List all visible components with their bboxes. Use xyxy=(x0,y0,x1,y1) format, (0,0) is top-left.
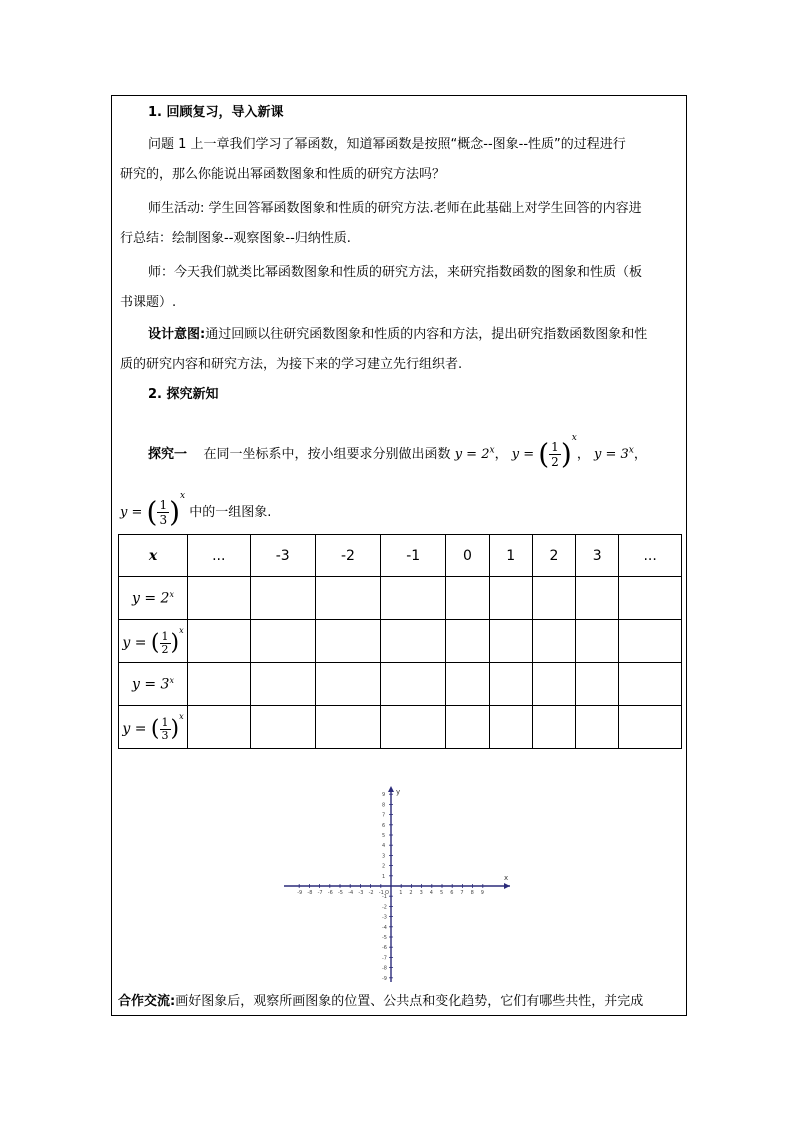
y-tick-label: 3 xyxy=(382,853,386,860)
y-tick-label: -4 xyxy=(382,924,387,931)
x-tick-label: 2 xyxy=(409,890,413,896)
y-axis-label: y xyxy=(396,788,401,796)
y-tick-label: -5 xyxy=(382,935,387,941)
explore-line1: 探究一 在同一坐标系中，按小组要求分别做出函数 $y = 2^x$， y = ( $\frac{1}{2}$ )$^x$， $y = 3^x$， xyxy=(148,433,647,471)
table-col: 0 xyxy=(446,535,489,577)
y-tick-label: -7 xyxy=(382,955,387,962)
table-header-x: x xyxy=(119,535,188,577)
x-arrow-icon xyxy=(504,883,510,889)
y-tick-label: -2 xyxy=(382,904,387,911)
y-tick-label: 4 xyxy=(382,843,386,850)
x-tick-label: 7 xyxy=(460,890,464,896)
y-tick-label: 6 xyxy=(382,822,386,829)
row-label-3x: $y = 3^x$ xyxy=(119,663,188,706)
activity-line2: 行总结：绘制图象--观察图象--归纳性质. xyxy=(120,231,351,246)
x-tick-label: 3 xyxy=(419,890,423,896)
function-third-pow-x: y = ( $\frac{1}{3}$ )$^x$ xyxy=(120,491,186,529)
table-row xyxy=(119,577,682,620)
x-tick-label: -4 xyxy=(348,890,354,896)
y-tick-label: 7 xyxy=(382,812,386,819)
x-tick-label: 4 xyxy=(429,890,433,896)
section2-heading: 2. 探究新知 xyxy=(148,387,219,402)
x-tick-label: -1 xyxy=(378,890,384,896)
x-tick-label: 6 xyxy=(450,890,454,896)
explore-text: 在同一坐标系中，按小组要求分别做出函数 xyxy=(203,447,451,462)
function-3-pow-x: $y = 3^x$ xyxy=(593,445,634,462)
explore-tail: 中的一组图象. xyxy=(189,505,272,520)
table-col: ... xyxy=(188,535,251,577)
y-tick-label: 9 xyxy=(382,792,386,799)
y-tick-label: -8 xyxy=(382,965,387,972)
cooperate-text: 画好图象后，观察所画图象的位置、公共点和变化趋势，它们有哪些共性，并完成 xyxy=(175,994,644,1009)
explore-label: 探究一 xyxy=(148,447,188,462)
y-tick-label: -9 xyxy=(382,975,387,982)
question1-line1: 问题 1 上一章我们学习了幂函数，知道幂函数是按照“概念--图象--性质”的过程进行 xyxy=(148,137,626,152)
y-tick-label: 8 xyxy=(382,802,386,809)
table-col: -2 xyxy=(315,535,380,577)
table-row xyxy=(119,620,682,663)
table-row xyxy=(119,706,682,749)
cooperate-line xyxy=(118,992,684,1012)
x-axis-label: x xyxy=(504,874,509,882)
x-tick-label: -7 xyxy=(317,890,323,896)
coordinate-axes xyxy=(284,784,516,984)
cooperate-label: 合作交流: xyxy=(118,994,176,1009)
row-label-half-x: y = ( $\frac{1}{2}$ )$^x$ xyxy=(119,620,188,663)
origin-label: O xyxy=(385,890,389,896)
x-tick-label: -3 xyxy=(358,890,364,896)
explore-line2 xyxy=(120,476,680,533)
x-tick-label: -5 xyxy=(338,890,343,896)
function-half-pow-x: y = ( $\frac{1}{2}$ )$^x$ xyxy=(511,433,577,471)
activity-line1: 师生活动: 学生回答幂函数图象和性质的研究方法.老师在此基础上对学生回答的内容进 xyxy=(148,201,642,216)
y-tick-label: 2 xyxy=(382,863,386,870)
x-tick-label: 5 xyxy=(440,890,444,896)
row-label-third-x: y = ( $\frac{1}{3}$ )$^x$ xyxy=(119,706,188,749)
design-intent-line2: 质的研究内容和研究方法，为接下来的学习建立先行组织者. xyxy=(120,357,463,372)
table-col: -1 xyxy=(381,535,446,577)
table-col: -3 xyxy=(250,535,315,577)
lesson-content-box xyxy=(111,95,687,1016)
table-col: 2 xyxy=(532,535,575,577)
section1-heading: 1. 回顾复习，导入新课 xyxy=(148,105,284,120)
teacher-line1: 师：今天我们就类比幂函数图象和性质的研究方法，来研究指数函数的图象和性质（板 xyxy=(148,265,643,280)
y-arrow-icon xyxy=(388,786,394,792)
x-tick-label: 9 xyxy=(480,890,484,896)
y-tick-label: -6 xyxy=(382,945,387,952)
row-label-2x: $y = 2^x$ xyxy=(119,577,188,620)
value-table xyxy=(118,534,682,749)
x-tick-label: -9 xyxy=(297,890,303,896)
y-tick-label: -3 xyxy=(382,914,387,921)
y-tick-label: 5 xyxy=(382,833,386,839)
y-tick-label: -1 xyxy=(382,894,387,901)
table-row xyxy=(119,663,682,706)
y-tick-label: 1 xyxy=(382,873,386,880)
design-intent-label: 设计意图: xyxy=(148,327,206,342)
design-intent-line1 xyxy=(120,322,680,348)
table-col: 1 xyxy=(489,535,532,577)
table-header-row xyxy=(119,535,682,577)
table-col: 3 xyxy=(576,535,619,577)
question1-line2: 研究的，那么你能说出幂函数图象和性质的研究方法吗？ xyxy=(120,167,446,182)
x-tick-label: -6 xyxy=(327,890,333,896)
function-2-pow-x: $y = 2^x$ xyxy=(454,445,495,462)
x-tick-label: 8 xyxy=(470,890,474,896)
teacher-line2: 书课题）. xyxy=(120,295,177,310)
x-tick-label: -8 xyxy=(307,890,313,896)
table-col: ... xyxy=(619,535,682,577)
x-tick-label: -2 xyxy=(368,890,374,896)
x-tick-label: 1 xyxy=(399,890,403,896)
design-intent-text: 通过回顾以往研究函数图象和性质的内容和方法，提出研究指数函数图象和性 xyxy=(205,327,648,342)
